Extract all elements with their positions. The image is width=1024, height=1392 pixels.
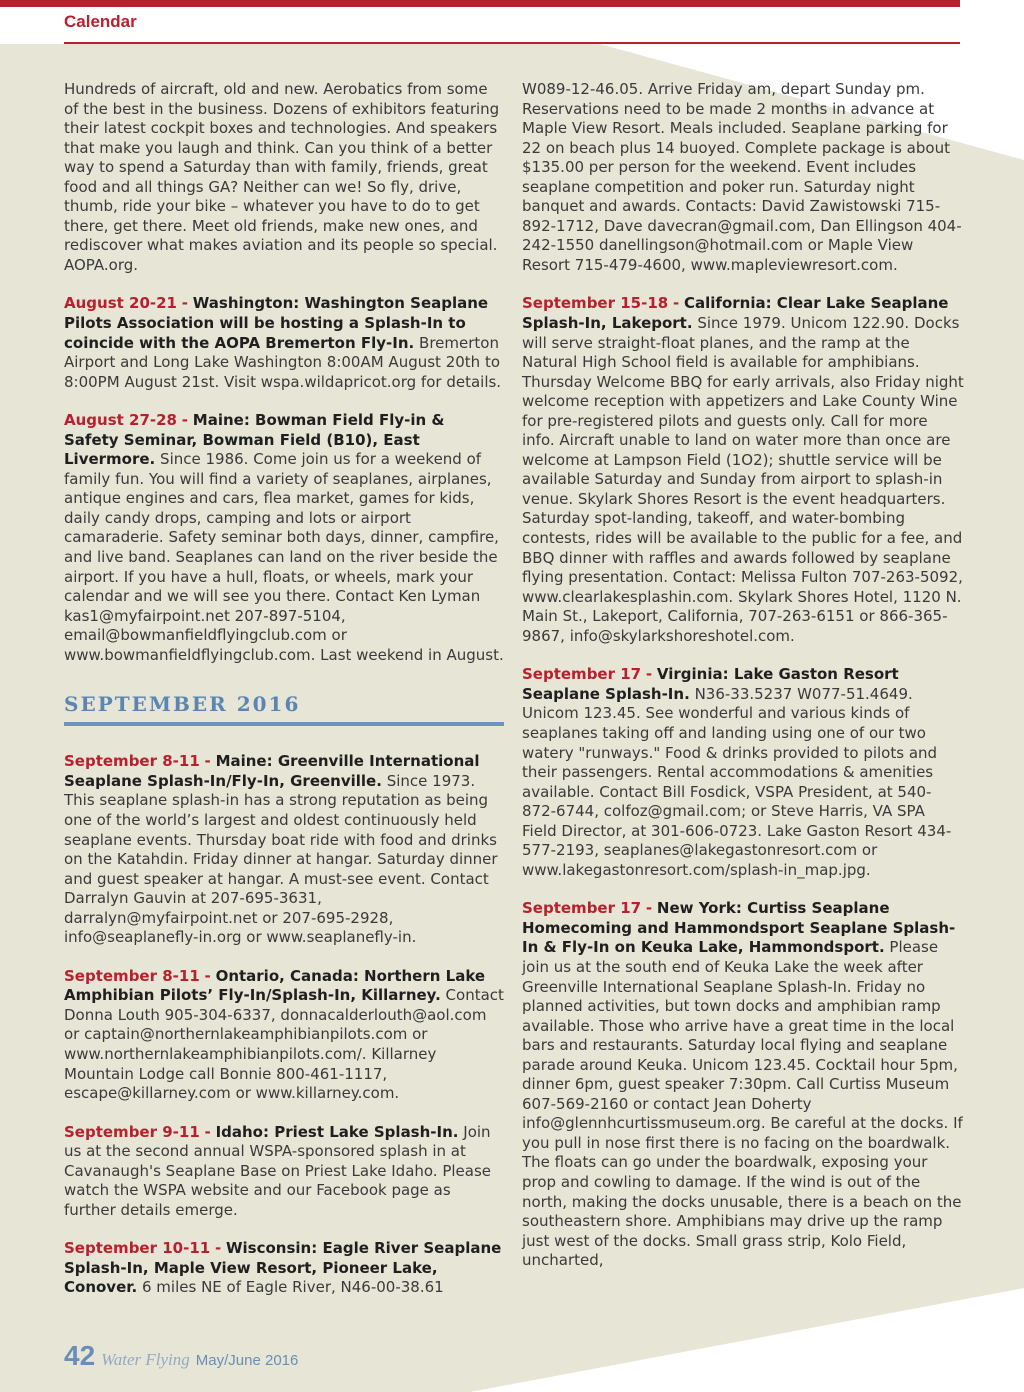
page-footer bbox=[64, 1340, 298, 1372]
month-heading-rule bbox=[64, 722, 504, 726]
event-date: August 20-21 bbox=[64, 294, 177, 313]
event-body: Bremerton Airport and Long Lake Washington 8:00AM August 20th to 8:00PM August 21st. Visit wspa.wildapricot.org for details. bbox=[64, 333, 502, 391]
event-title: Ontario, Canada: Northern Lake Amphibian Pilots’ Fly-In/Splash-In, Killarney. bbox=[64, 966, 486, 1005]
event-dash: - bbox=[181, 294, 189, 313]
event-title: New York: Curtiss Seaplane Homecoming and Hammondsport Seaplane Splash-In & Fly-In on Keuka Lake, Hammondsport. bbox=[522, 899, 956, 957]
event-title: Virginia: Lake Gaston Resort Seaplane Splash-In. bbox=[522, 665, 899, 703]
event-title: Maine: Greenville International Seaplane Splash-In/Fly-In, Greenville. bbox=[64, 752, 480, 790]
event-dash: - bbox=[645, 665, 653, 684]
event-body: Join us at the second annual WSPA-sponsored splash in at Cavanaugh's Seaplane Base on Priest Lake Idaho. Please watch the WSPA website and our Facebook page as further details emerge. bbox=[64, 1122, 492, 1219]
intro-paragraph: Hundreds of aircraft, old and new. Aerobatics from some of the best in the business. Dozens of exhibitors featuring their latest cockpit boxes and technologies. And speakers that make you laugh and think. Can you think of a better way to spend a Saturday than with family, friends, great food and all things GA? Neither can we! So fly, drive, thumb, ride your bike – whatever you have to do to get there, get there. Meet old friends, make new ones, and rediscover what makes aviation and its people so special. AOPA.org. bbox=[64, 80, 500, 274]
top-red-rule bbox=[0, 0, 960, 7]
page-number: 42 bbox=[64, 1340, 96, 1371]
event-dash: - bbox=[204, 1122, 211, 1141]
event-title: California: Clear Lake Seaplane Splash-In, Lakeport. bbox=[522, 294, 949, 333]
event-date: September 8-11 bbox=[64, 752, 200, 771]
event-entry bbox=[64, 967, 504, 1104]
event-date: August 27-28 bbox=[64, 411, 177, 430]
event-entry bbox=[522, 294, 964, 646]
event-dash: - bbox=[204, 752, 211, 771]
continued-paragraph: W089-12-46.05. Arrive Friday am, depart Sunday pm. Reservations need to be made 2 months in advance at Maple View Resort. Meals included. Seaplane parking for 22 on beach plus 14 buoyed. Complete package is about $135.00 per person for the weekend. Event includes seaplane competition and poker run. Saturday night banquet and awards. Contacts: David Zawistowski 715-892-1712, Dave davecran@gmail.com, Dan Ellingson 404-242-1550 danellingson@hotmail.com or Maple View Resort 715-479-4600, www.mapleviewresort.com. bbox=[522, 80, 962, 274]
month-section-header bbox=[64, 692, 504, 726]
event-date: September 17 bbox=[522, 665, 642, 684]
event-entry bbox=[64, 1239, 504, 1298]
event-body: 6 miles NE of Eagle River, N46-00-38.61 bbox=[142, 1278, 444, 1297]
event-entry bbox=[64, 1123, 504, 1221]
event-dash: - bbox=[672, 294, 680, 313]
event-title: Maine: Bowman Field Fly-in & Safety Seminar, Bowman Field (B10), East Livermore. bbox=[64, 411, 445, 469]
event-dash: - bbox=[204, 966, 211, 985]
event-entry bbox=[522, 899, 964, 1270]
header-rule bbox=[64, 42, 960, 44]
issue-date: May/June 2016 bbox=[195, 1352, 299, 1369]
event-date: September 17 bbox=[522, 899, 642, 918]
event-entry bbox=[64, 752, 504, 947]
month-heading: SEPTEMBER 2016 bbox=[64, 692, 301, 717]
event-dash: - bbox=[214, 1239, 222, 1258]
section-label: Calendar bbox=[64, 12, 137, 31]
event-date: September 9-11 bbox=[64, 1122, 200, 1141]
event-title: Wisconsin: Eagle River Seaplane Splash-In, Maple View Resort, Pioneer Lake, Conover. bbox=[64, 1239, 502, 1297]
left-column bbox=[64, 80, 504, 1317]
event-title: Washington: Washington Seaplane Pilots Association will be hosting a Splash-In to coincide with the AOPA Bremerton Fly-In. bbox=[64, 294, 489, 352]
event-entry bbox=[64, 294, 504, 392]
event-dash: - bbox=[645, 899, 653, 918]
event-dash: - bbox=[181, 411, 189, 430]
event-date: September 10-11 bbox=[64, 1239, 211, 1258]
event-body: Since 1979. Unicom 122.90. Docks will serve straight-float planes, and the ramp at the Natural High School field is available for amphibians. Thursday Welcome BBQ for early arrivals, also Friday night welcome reception with appetizers and Lake County Wine for pre-registered pilots and guests only. Call for more info. Aircraft unable to land on water more than once are welcome at Lampson Field (1O2); shuttle service will be available Saturday and Sunday from airport to splash-in venue. Skylark Shores Resort is the event headquarters. Saturday spot-landing, takeoff, and water-bombing contests, rides will be available to the public for a fee, and BBQ dinner with raffles and awards followed by seaplane flying presentation. Contact: Melissa Fulton 707-263-5092, www.clearlakesplashin.com. Skylark Shores Hotel, 1120 N. Main St., Lakeport, California, 707-263-6151 or 866-365-9867, info@skylarkshoreshotel.com. bbox=[522, 314, 964, 645]
event-body: Since 1973. This seaplane splash-in has a strong reputation as being one of the world’s largest and oldest continuously held seaplane events. Thursday boat ride with food and drinks on the Katahdin. Friday dinner at hangar. Saturday dinner and guest speaker at hangar. A must-see event. Contact Darralyn Gauvin at 207-695-3631, darralyn@myfairpoint.net or 207-695-2928, info@seaplanefly-in.org or www.seaplanefly-in. bbox=[64, 771, 498, 947]
magazine-name: Water Flying bbox=[101, 1350, 190, 1369]
event-body: N36-33.5237 W077-51.4649. Unicom 123.45. See wonderful and various kinds of seaplanes taking off and landing using one of our two watery "runways." Food & drinks provided to pilots and their passengers. Rental accommodations & amenities available. Contact Bill Fosdick, VSPA President, at 540-872-6744, colfoz@gmail.com; or Steve Harris, VA SPA Field Director, at 301-606-0723. Lake Gaston Resort 434-577-2193, seaplanes@lakegastonresort.com or www.lakegastonresort.com/splash-in_map.jpg. bbox=[522, 684, 952, 879]
event-entry bbox=[522, 665, 964, 880]
event-entry bbox=[64, 411, 504, 665]
event-body: Since 1986. Come join us for a weekend of family fun. You will find a variety of seaplanes, airplanes, antique engines and cars, flea market, games for kids, daily candy drops, camping and lots or airport camaraderie. Safety seminar both days, dinner, campfire, and live band. Seaplanes can land on the river beside the airport. If you have a hull, floats, or wheels, mark your calendar and we will see you there. Contact Ken Lyman kas1@myfairpoint.net 207-897-5104, email@bowmanfieldflyingclub.com or www.bowmanfieldflyingclub.com. Last weekend in August. bbox=[64, 450, 504, 664]
event-body: Please join us at the south end of Keuka Lake the week after Greenville International Seaplane Splash-In. Friday no planned activities, but town docks and amphibian ramp available. Those who arrive have a great time in the local bars and restaurants. Saturday local flying and seaplane parade around Keuka. Unicom 123.45. Cocktail hour 5pm, dinner 6pm, guest speaker 7:30pm. Call Curtiss Museum 607-569-2160 or contact Jean Doherty info@glennhcurtissmuseum.org. Be careful at the docks. If you pull in nose first there is no facing on the boardwalk. The floats can go under the boardwalk, exposing your prop and cowling to damage. If the wind is out of the north, making the docks unusable, there is a beach on the southeastern shore. Amphibians may drive up the ramp just west of the docks. Small grass strip, Kolo Field, uncharted, bbox=[522, 938, 963, 1270]
event-date: September 15-18 bbox=[522, 294, 669, 313]
event-body: Contact Donna Louth 905-304-6337, donnacalderlouth@aol.com or captain@northernlakeamphibianpilots.com or www.northernlakeamphibianpilots.com/. Killarney Mountain Lodge call Bonnie 800-461-1117, escape@killarney.com or www.killarney.com. bbox=[64, 986, 504, 1103]
event-date: September 8-11 bbox=[64, 966, 200, 985]
right-column bbox=[522, 80, 964, 1290]
event-title: Idaho: Priest Lake Splash-In. bbox=[215, 1122, 459, 1141]
